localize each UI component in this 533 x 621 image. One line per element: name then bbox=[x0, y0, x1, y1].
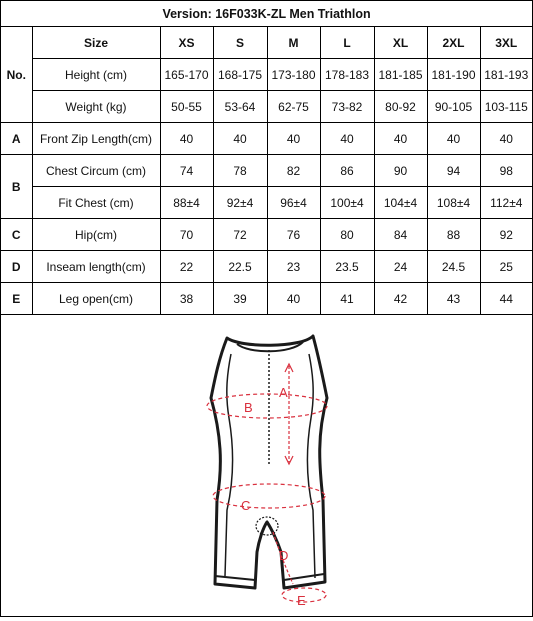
table-cell: 90 bbox=[374, 155, 427, 187]
table-cell: 98 bbox=[480, 155, 532, 187]
row-code: C bbox=[1, 219, 32, 251]
measure-e-label: E bbox=[297, 593, 306, 608]
table-cell: 76 bbox=[267, 219, 320, 251]
table-cell: 78 bbox=[213, 155, 267, 187]
row-code: E bbox=[1, 283, 32, 315]
table-cell: 40 bbox=[267, 283, 320, 315]
table-row bbox=[1, 251, 532, 283]
row-label: Fit Chest (cm) bbox=[32, 187, 160, 219]
row-label: Weight (kg) bbox=[32, 91, 160, 123]
table-cell: 23 bbox=[267, 251, 320, 283]
table-row bbox=[1, 219, 532, 251]
table-cell: 168-175 bbox=[213, 59, 267, 91]
table-cell: 82 bbox=[267, 155, 320, 187]
table-row bbox=[1, 187, 532, 219]
table-cell: 40 bbox=[427, 123, 480, 155]
measure-a-label: A bbox=[279, 385, 288, 400]
trisuit-illustration bbox=[1, 314, 532, 616]
table-cell: 41 bbox=[320, 283, 374, 315]
table-cell: 92 bbox=[480, 219, 532, 251]
table-cell: 94 bbox=[427, 155, 480, 187]
table-cell: 100±4 bbox=[320, 187, 374, 219]
table-row bbox=[1, 91, 532, 123]
trisuit-diagram bbox=[1, 314, 532, 616]
table-row bbox=[1, 283, 532, 315]
row-label: Hip(cm) bbox=[32, 219, 160, 251]
table-cell: 72 bbox=[213, 219, 267, 251]
row-label: Inseam length(cm) bbox=[32, 251, 160, 283]
table-cell: 22 bbox=[160, 251, 213, 283]
size-header: 2XL bbox=[427, 27, 480, 59]
table-cell: 22.5 bbox=[213, 251, 267, 283]
table-cell: 73-82 bbox=[320, 91, 374, 123]
table-cell: 112±4 bbox=[480, 187, 532, 219]
row-label: Chest Circum (cm) bbox=[32, 155, 160, 187]
size-table bbox=[1, 1, 532, 315]
table-cell: 181-193 bbox=[480, 59, 532, 91]
row-code: B bbox=[1, 155, 32, 219]
table-cell: 40 bbox=[320, 123, 374, 155]
table-cell: 38 bbox=[160, 283, 213, 315]
row-label: Leg open(cm) bbox=[32, 283, 160, 315]
size-header: L bbox=[320, 27, 374, 59]
table-cell: 108±4 bbox=[427, 187, 480, 219]
measure-c-label: C bbox=[241, 498, 251, 513]
table-cell: 181-185 bbox=[374, 59, 427, 91]
row-label: Front Zip Length(cm) bbox=[32, 123, 160, 155]
table-cell: 53-64 bbox=[213, 91, 267, 123]
table-cell: 24.5 bbox=[427, 251, 480, 283]
table-cell: 43 bbox=[427, 283, 480, 315]
size-header: XL bbox=[374, 27, 427, 59]
table-cell: 25 bbox=[480, 251, 532, 283]
table-cell: 42 bbox=[374, 283, 427, 315]
table-cell: 90-105 bbox=[427, 91, 480, 123]
size-column-header: Size bbox=[32, 27, 160, 59]
table-cell: 40 bbox=[374, 123, 427, 155]
table-cell: 92±4 bbox=[213, 187, 267, 219]
table-cell: 23.5 bbox=[320, 251, 374, 283]
measure-e bbox=[282, 588, 326, 608]
row-label: Height (cm) bbox=[32, 59, 160, 91]
size-header: M bbox=[267, 27, 320, 59]
table-cell: 80 bbox=[320, 219, 374, 251]
table-cell: 96±4 bbox=[267, 187, 320, 219]
table-cell: 50-55 bbox=[160, 91, 213, 123]
table-cell: 80-92 bbox=[374, 91, 427, 123]
table-row bbox=[1, 155, 532, 187]
table-cell: 84 bbox=[374, 219, 427, 251]
size-header: XS bbox=[160, 27, 213, 59]
table-cell: 70 bbox=[160, 219, 213, 251]
table-cell: 62-75 bbox=[267, 91, 320, 123]
table-cell: 181-190 bbox=[427, 59, 480, 91]
table-cell: 44 bbox=[480, 283, 532, 315]
table-row bbox=[1, 59, 532, 91]
measure-d-label: D bbox=[279, 548, 289, 563]
table-cell: 24 bbox=[374, 251, 427, 283]
table-cell: 104±4 bbox=[374, 187, 427, 219]
size-header: 3XL bbox=[480, 27, 532, 59]
table-cell: 178-183 bbox=[320, 59, 374, 91]
table-cell: 74 bbox=[160, 155, 213, 187]
row-code: A bbox=[1, 123, 32, 155]
table-cell: 40 bbox=[160, 123, 213, 155]
table-cell: 88±4 bbox=[160, 187, 213, 219]
table-cell: 39 bbox=[213, 283, 267, 315]
row-code: D bbox=[1, 251, 32, 283]
chart-title: Version: 16F033K-ZL Men Triathlon bbox=[1, 1, 532, 27]
table-cell: 103-115 bbox=[480, 91, 532, 123]
size-header: S bbox=[213, 27, 267, 59]
table-cell: 40 bbox=[267, 123, 320, 155]
table-cell: 88 bbox=[427, 219, 480, 251]
table-row bbox=[1, 123, 532, 155]
table-cell: 40 bbox=[213, 123, 267, 155]
no-column-header: No. bbox=[1, 27, 32, 123]
table-cell: 165-170 bbox=[160, 59, 213, 91]
table-cell: 173-180 bbox=[267, 59, 320, 91]
table-cell: 40 bbox=[480, 123, 532, 155]
measure-b-label: B bbox=[244, 400, 253, 415]
table-cell: 86 bbox=[320, 155, 374, 187]
